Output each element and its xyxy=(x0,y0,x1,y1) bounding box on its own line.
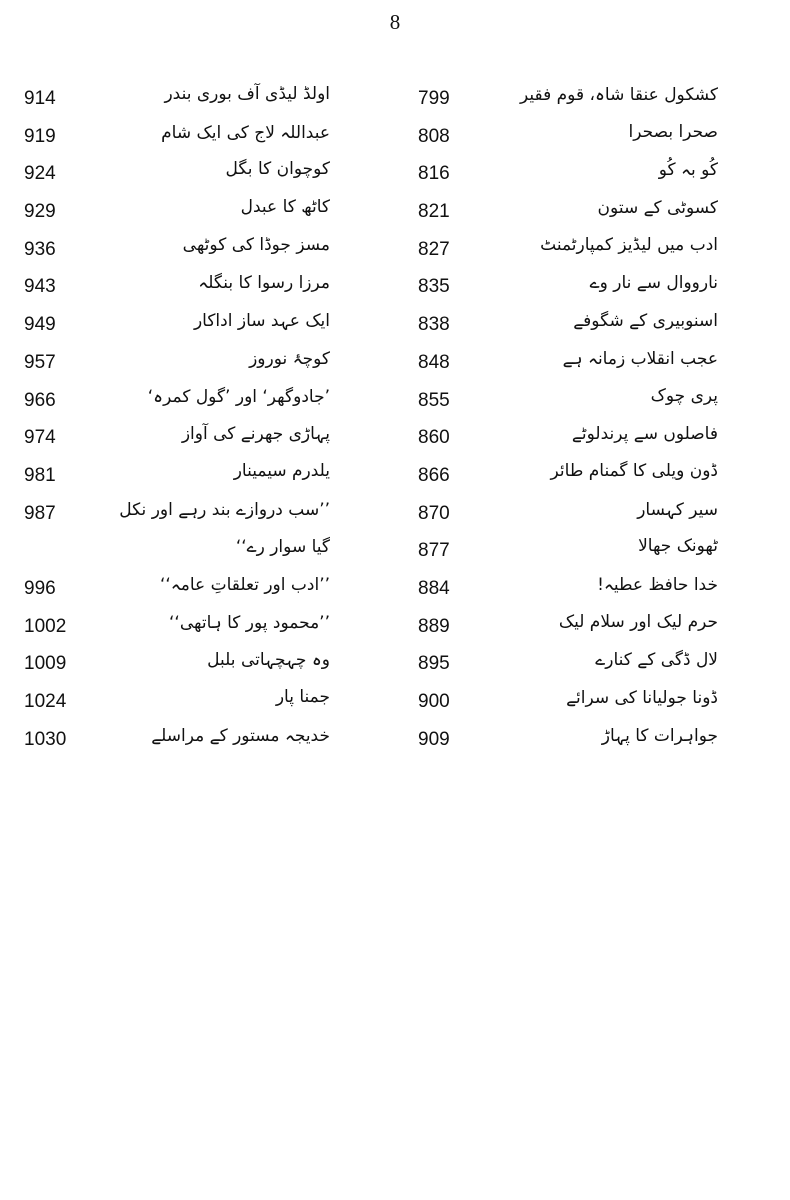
toc-entry-page: 1024 xyxy=(24,691,67,712)
toc-entry-page: 821 xyxy=(418,201,450,223)
toc-entry-page: 799 xyxy=(418,88,450,109)
toc-entry-title: کوچوان کا بگل xyxy=(225,159,330,180)
toc-entry-title: خدیجہ مستور کے مراسلے xyxy=(151,725,330,746)
toc-entry-title: کُو بہ کُو xyxy=(658,160,718,181)
toc-entry xyxy=(418,576,718,614)
toc-entry-title: فاصلوں سے پرندلوٹے xyxy=(571,424,718,445)
toc-entry-page: 808 xyxy=(418,125,450,147)
toc-entry-title: وہ چہچہاتی بلبل xyxy=(207,650,330,671)
toc-entry-page: 870 xyxy=(418,502,450,524)
toc-entry-title: ’’سب دروازے بند رہے اور نکل xyxy=(119,499,330,520)
toc-entry xyxy=(24,460,330,501)
toc-entry xyxy=(418,727,718,765)
toc-entry-page: 889 xyxy=(418,615,450,637)
toc-entry xyxy=(24,501,330,539)
toc-entry xyxy=(24,234,330,275)
toc-entry xyxy=(24,727,330,765)
toc-entry-title: یلدرم سیمینار xyxy=(233,460,330,481)
toc-entry-page: 987 xyxy=(24,502,56,524)
toc-entry-page: 816 xyxy=(418,163,450,185)
toc-entry-page: 974 xyxy=(24,427,56,449)
toc-entry xyxy=(418,538,718,576)
toc-entry-page: 909 xyxy=(418,728,450,750)
toc-entry-title: ’جادوگھر‘ اور ’گول کمرہ‘ xyxy=(147,386,330,407)
toc-entry xyxy=(418,312,718,350)
toc-entry-page: 981 xyxy=(24,464,56,486)
toc-entry xyxy=(418,350,718,388)
toc-entry-page: 827 xyxy=(418,238,450,260)
toc-entry xyxy=(418,501,718,539)
toc-entry xyxy=(24,614,330,652)
toc-right-column xyxy=(418,86,718,764)
toc-entry-page: 838 xyxy=(418,314,450,336)
toc-entry xyxy=(418,161,718,199)
toc-entry xyxy=(418,425,718,463)
toc-entry xyxy=(418,460,718,501)
toc-entry-title: نارووال سے نار وے xyxy=(589,273,718,294)
toc-entry xyxy=(418,611,718,652)
toc-entry-page: 877 xyxy=(418,540,450,562)
toc-entry xyxy=(24,124,330,162)
toc-entry-title: پہاڑی جھرنے کی آواز xyxy=(181,424,330,445)
toc-entry-page: 966 xyxy=(24,389,56,411)
toc-entry-title: خدا حافظ عطیہ! xyxy=(597,574,718,595)
toc-entry-page: 936 xyxy=(24,238,56,260)
toc-entry xyxy=(24,576,330,614)
toc-entry-title: سیر کہسار xyxy=(637,499,718,520)
toc-entry-page: 914 xyxy=(24,88,56,109)
toc-entry xyxy=(418,234,718,275)
toc-entry-title: ایک عہد ساز اداکار xyxy=(193,311,330,332)
toc-entry-title: کشکول عنقا شاہ، قوم فقیر xyxy=(520,85,718,105)
toc-entry xyxy=(24,312,330,350)
toc-entry-title: کوچۂ نوروز xyxy=(249,348,330,369)
toc-entry-page: 943 xyxy=(24,276,56,298)
toc-entry-title: گیا سوار رے‘‘ xyxy=(235,537,330,558)
toc-entry-page: 1030 xyxy=(24,728,67,750)
toc-entry-page: 919 xyxy=(24,125,56,147)
toc-entry-page: 884 xyxy=(418,577,450,599)
toc-entry-page: 924 xyxy=(24,163,56,185)
page-number: 8 xyxy=(389,10,401,34)
toc-entry-title: ڈونا جولیانا کی سرائے xyxy=(566,688,718,708)
toc-entry-page: 848 xyxy=(418,351,450,373)
toc-entry xyxy=(418,651,718,689)
toc-left-column xyxy=(24,86,330,764)
toc-entry-page: 900 xyxy=(418,691,450,712)
toc-entry xyxy=(24,161,330,199)
toc-entry-title: مسز جوڈا کی کوٹھی xyxy=(182,234,330,255)
toc-entry-title: ادب میں لیڈیز کمپارٹمنٹ xyxy=(540,234,718,255)
toc-entry xyxy=(418,121,718,162)
toc-entry-title: پری چوک xyxy=(650,385,718,406)
toc-entry xyxy=(24,388,330,426)
toc-entry-page: 957 xyxy=(24,351,56,373)
toc-entry-title: عجب انقلاب زمانہ ہے xyxy=(562,348,718,369)
toc-entry-title: لال ڈگی کے کنارے xyxy=(595,650,718,671)
toc-entry-title: کاٹھ کا عبدل xyxy=(240,197,330,218)
toc-entry xyxy=(418,86,718,124)
toc-entry xyxy=(24,425,330,463)
toc-entry-title: اسنوبیری کے شگوفے xyxy=(573,311,718,332)
toc-entry-title: اولڈ لیڈی آف بوری بندر xyxy=(164,84,330,104)
toc-entry-page: 996 xyxy=(24,577,56,599)
toc-entry-title: صحرا بصحرا xyxy=(628,121,718,142)
toc-entry-title: ’’ادب اور تعلقاتِ عامہ‘‘ xyxy=(160,574,330,595)
toc-entry-title: جمنا پار xyxy=(275,687,330,707)
toc-entry-page: 895 xyxy=(418,653,450,675)
toc-entry xyxy=(24,350,330,388)
toc-entry-page: 835 xyxy=(418,276,450,298)
toc-entry-page: 1002 xyxy=(24,615,67,637)
toc-entry xyxy=(24,86,330,124)
toc-entry-page: 949 xyxy=(24,314,56,336)
toc-entry-title: مرزا رسوا کا بنگلہ xyxy=(198,273,330,294)
toc-entry xyxy=(418,689,718,727)
toc-entry-page: 1009 xyxy=(24,653,67,675)
toc-entry xyxy=(24,274,330,312)
toc-entry xyxy=(24,538,330,576)
toc-entry-page: 860 xyxy=(418,427,450,449)
toc-entry-page: 866 xyxy=(418,464,450,486)
toc-entry-title: حرم لیک اور سلام لیک xyxy=(558,611,718,632)
toc-entry xyxy=(24,199,330,237)
toc-entry xyxy=(418,199,718,237)
toc-entry xyxy=(418,274,718,312)
toc-entry xyxy=(24,689,330,727)
toc-entry xyxy=(418,385,718,426)
toc-entry-page: 855 xyxy=(418,389,450,411)
toc-entry-title: عبداللہ لاج کی ایک شام xyxy=(161,122,330,143)
toc-entry-title: ٹھونک جھالا xyxy=(638,536,718,557)
toc-entry-title: ڈون ویلی کا گمنام طائر xyxy=(550,460,718,481)
toc-entry xyxy=(24,651,330,689)
toc-entry-title: کسوٹی کے ستون xyxy=(597,198,718,219)
toc-entry-title: ’’محمود پور کا ہاتھی‘‘ xyxy=(169,612,330,633)
toc-entry-page: 929 xyxy=(24,201,56,223)
toc-entry-title: جواہرات کا پہاڑ xyxy=(601,725,718,746)
